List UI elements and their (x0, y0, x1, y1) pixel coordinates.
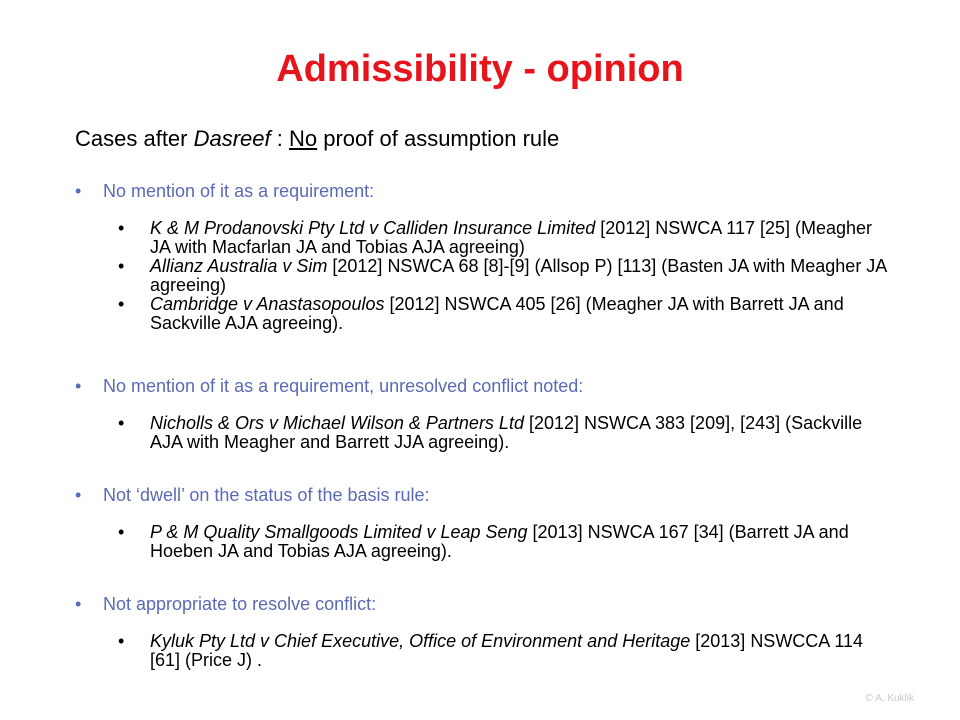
subtitle-rest: proof of assumption rule (317, 126, 560, 151)
case-item (118, 219, 895, 257)
case-item (118, 632, 895, 670)
case-citation: [2013] NSWCCA 114 [61] (Price J) . (150, 631, 864, 670)
subtitle-emphasis: No (289, 126, 318, 151)
case-item (118, 257, 895, 295)
section-unresolved-conflict (75, 375, 895, 452)
case-list (75, 632, 895, 670)
case-name: Nicholls & Ors v Michael Wilson & Partners Ltd (150, 413, 524, 433)
case-citation: [2012] NSWCA 68 [8]-[9] (Allsop P) [113] (Basten JA with Meagher JA agreeing) (150, 256, 887, 295)
case-citation: [2013] NSWCA 167 [34] (Barrett JA and Hoeben JA and Tobias AJA agreeing). (150, 522, 849, 561)
section-heading: • No mention of it as a requirement: (75, 180, 895, 202)
subtitle-case: Dasreef (193, 126, 271, 151)
subtitle-sep: : (270, 126, 289, 151)
case-citation: [2012] NSWCA 405 [26] (Meagher JA with Barrett JA and Sackville AJA agreeing). (150, 294, 844, 333)
case-item (118, 523, 895, 561)
case-name: Kyluk Pty Ltd v Chief Executive, Office of Environment and Heritage (150, 631, 691, 651)
case-item (118, 414, 895, 452)
case-name: Allianz Australia v Sim (150, 256, 328, 276)
case-list (75, 523, 895, 561)
slide-subtitle (75, 126, 559, 152)
section-basis-rule (75, 484, 895, 561)
section-heading: • Not appropriate to resolve conflict: (75, 593, 895, 615)
case-name: K & M Prodanovski Pty Ltd v Calliden Insurance Limited (150, 218, 596, 238)
case-item (118, 295, 895, 333)
case-list (75, 219, 895, 333)
section-resolve-conflict (75, 593, 895, 670)
case-citation: [2012] NSWCA 117 [25] (Meagher JA with Macfarlan JA and Tobias AJA agreeing) (150, 218, 873, 257)
case-list (75, 414, 895, 452)
case-citation: [2012] NSWCA 383 [209], [243] (Sackville AJA with Meagher and Barrett JJA agreeing). (150, 413, 863, 452)
subtitle-prefix: Cases after (75, 126, 194, 151)
case-name: Cambridge v Anastasopoulos (150, 294, 385, 314)
case-name: P & M Quality Smallgoods Limited v Leap Seng (150, 522, 528, 542)
section-heading: • No mention of it as a requirement, unresolved conflict noted: (75, 375, 895, 397)
section-no-mention (75, 180, 895, 333)
slide-title: Admissibility - opinion (276, 48, 684, 90)
copyright-notice: © A. Kuklik (865, 693, 914, 704)
section-heading: • Not ‘dwell’ on the status of the basis rule: (75, 484, 895, 506)
